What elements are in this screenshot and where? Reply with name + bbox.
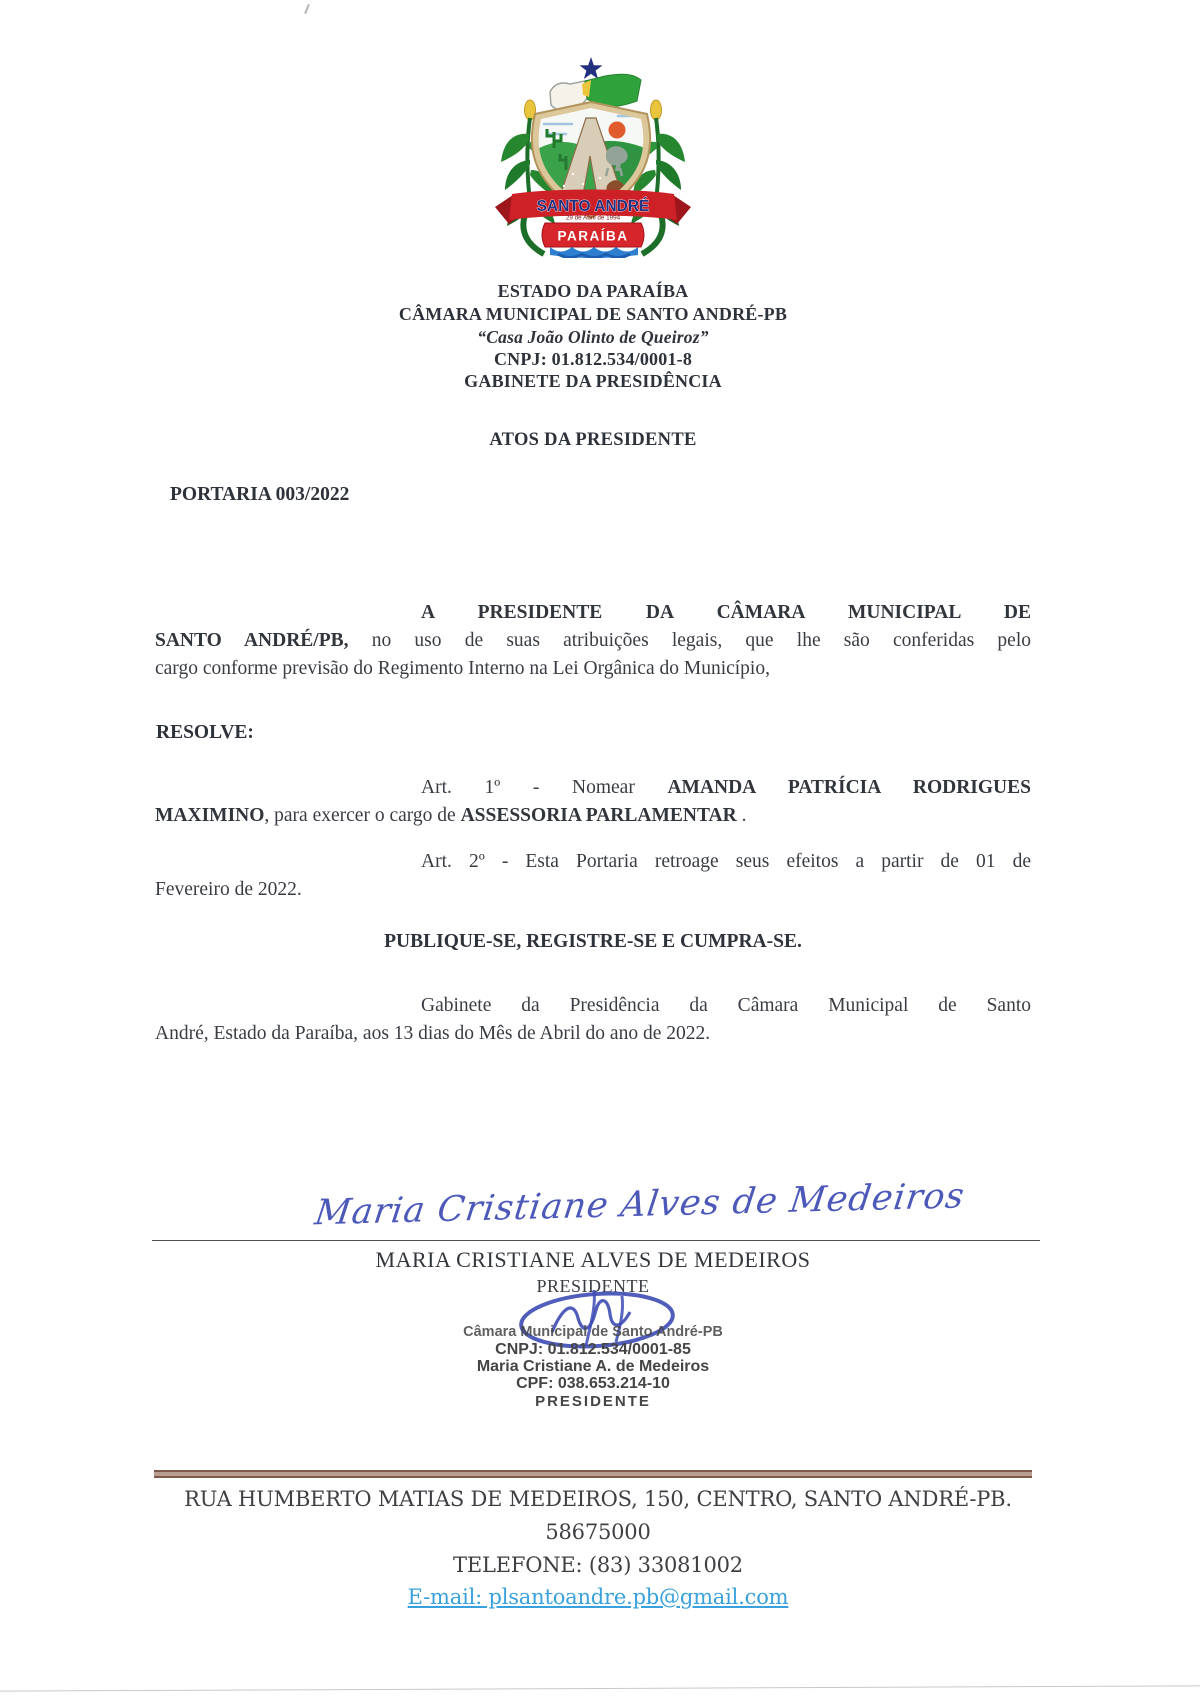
closing-paragraph: [155, 992, 1031, 1048]
article-1-line2: MAXIMINO, para exercer o cargo de ASSESSORIA PARLAMENTAR .: [155, 805, 747, 826]
article-2: [155, 848, 1031, 904]
footer-address: RUA HUMBERTO MATIAS DE MEDEIROS, 150, CENTRO, SANTO ANDRÉ-PB.: [184, 1487, 1012, 1511]
stamp-cnpj: CNPJ: 01.812.534/0001-85: [495, 1341, 691, 1358]
stamp-cpf: CPF: 038.653.214-10: [516, 1375, 670, 1392]
footer-email-row: [0, 1585, 1196, 1609]
footer-rule: [154, 1470, 1032, 1478]
stamp-org: Câmara Municipal de Santo André-PB: [463, 1324, 723, 1340]
closing-line2: André, Estado da Paraíba, aos 13 dias do Mês de Abril do ano de 2022.: [155, 1023, 711, 1044]
preamble-line2: SANTO ANDRÉ/PB, no uso de suas atribuições legais, que lhe são conferidas pelo: [155, 630, 1031, 651]
stamp-person: Maria Cristiane A. de Medeiros: [476, 1358, 710, 1375]
footer-phone: TELEFONE: (83) 33081002: [453, 1553, 743, 1577]
publish-order: PUBLIQUE-SE, REGISTRE-SE E CUMPRA-SE.: [384, 931, 802, 952]
letterhead-cnpj: CNPJ: 01.812.534/0001-8: [493, 349, 693, 369]
crest-banner-state: PARAÍBA: [557, 228, 629, 244]
letterhead-office: GABINETE DA PRESIDÊNCIA: [464, 371, 722, 391]
letterhead-state: ESTADO DA PARAÍBA: [497, 281, 689, 301]
portaria-number: PORTARIA 003/2022: [170, 484, 350, 505]
closing-line1: Gabinete da Presidência da Câmara Municipal de Santo: [421, 995, 1031, 1016]
signatory-name: MARIA CRISTIANE ALVES DE MEDEIROS: [375, 1247, 811, 1272]
footer-cep: 58675000: [545, 1520, 651, 1544]
article-2-line1: Art. 2º - Esta Portaria retroage seus efeitos a partir de 01 de: [421, 851, 1031, 872]
stamp-title: PRESIDENTE: [535, 1393, 651, 1410]
letterhead-nickname: “Casa João Olinto de Queiroz”: [477, 327, 709, 347]
scan-artifact-mark: [304, 4, 310, 14]
signature-line: [152, 1240, 1040, 1241]
preamble-paragraph: [155, 599, 1031, 683]
resolve-label: RESOLVE:: [156, 722, 254, 743]
article-1: [155, 774, 1031, 830]
preamble-line3: cargo conforme previsão do Regimento Interno na Lei Orgânica do Município,: [155, 658, 770, 679]
preamble-line1: A PRESIDENTE DA CÂMARA MUNICIPAL DE: [421, 602, 1031, 623]
article-2-line2: Fevereiro de 2022.: [155, 879, 302, 900]
municipal-coat-of-arms: [488, 56, 698, 258]
crest-banner: [542, 223, 644, 247]
signature-handwriting: Maria Cristiane Alves de Medeiros: [312, 1176, 968, 1234]
crest-star-icon: [580, 57, 603, 79]
crest-ribbon-title: SANTO ANDRÉ: [536, 198, 650, 215]
letterhead-chamber: CÂMARA MUNICIPAL DE SANTO ANDRÉ-PB: [398, 304, 788, 324]
signatory-title: PRESIDENTE: [536, 1276, 650, 1296]
section-title: ATOS DA PRESIDENTE: [489, 430, 697, 450]
crest-ribbon-date: 29 de Abril de 1994: [565, 214, 621, 222]
article-1-line1: Art. 1º - Nomear AMANDA PATRÍCIA RODRIGUES: [421, 777, 1031, 798]
footer-email-link[interactable]: E-mail: plsantoandre.pb@gmail.com: [407, 1585, 789, 1609]
scan-edge-line: [0, 1685, 1200, 1691]
